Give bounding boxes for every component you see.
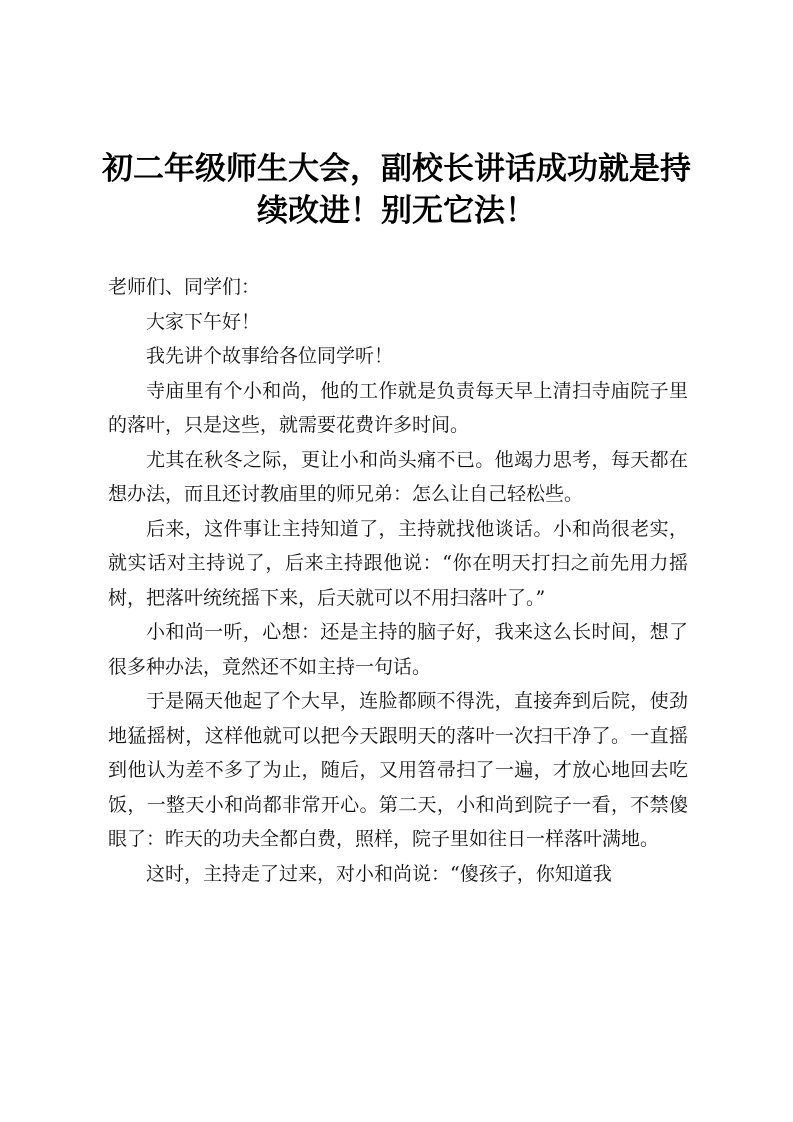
paragraph: 小和尚一听，心想：还是主持的脑子好，我来这么长时间，想了很多种办法，竟然还不如主持一句话。 xyxy=(108,621,688,678)
paragraph: 这时，主持走了过来，对小和尚说：“傻孩子，你知道我 xyxy=(146,862,612,885)
document-title: 初二年级师生大会，副校长讲话成功就是持续改进！别无它法！ xyxy=(102,151,691,229)
salutation: 老师们、同学们： xyxy=(108,276,261,298)
paragraph: 寺庙里有个小和尚，他的工作就是负责每天早上清扫寺庙院子里的落叶，只是这些，就需要花费许多时间。 xyxy=(108,379,688,436)
paragraph: 于是隔天他起了个大早，连脸都顾不得洗，直接奔到后院，使劲地猛摇树，这样他就可以把今天跟明天的落叶一次扫干净了。一直摇到他认为差不多了为止，随后，又用笤帚扫了一遍，才放心地回去吃饭，一整天小和尚都非常开心。第二天，小和尚到院子一看，不禁傻眼了：昨天的功夫全都白费，照样，院子里如往日一样落叶满地。 xyxy=(108,690,688,850)
document-body xyxy=(108,270,688,891)
paragraph: 后来，这件事让主持知道了，主持就找他谈话。小和尚很老实，就实话对主持说了，后来主持跟他说：“你在明天打扫之前先用力摇树，把落叶统统摇下来，后天就可以不用扫落叶了。” xyxy=(108,517,688,609)
paragraph: 大家下午好！ xyxy=(146,310,261,333)
paragraph: 我先讲个故事给各位同学听！ xyxy=(146,345,394,367)
paragraph: 尤其在秋冬之际，更让小和尚头痛不已。他竭力思考，每天都在想办法，而且还讨教庙里的师兄弟：怎么让自己轻松些。 xyxy=(108,448,688,505)
